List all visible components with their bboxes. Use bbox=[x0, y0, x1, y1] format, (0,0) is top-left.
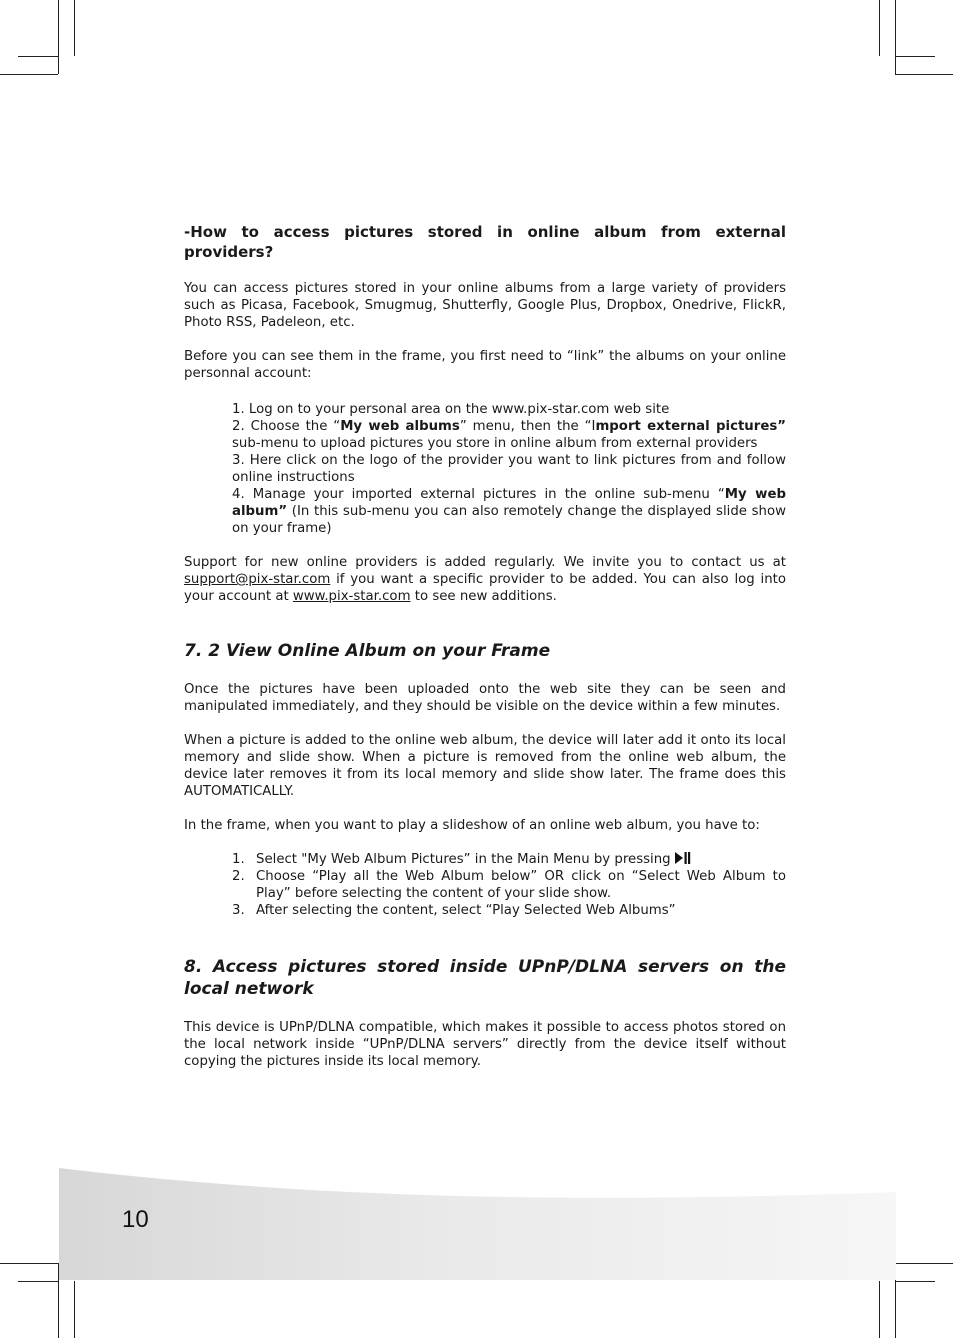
play-steps-list bbox=[232, 851, 786, 919]
support-email-link[interactable]: support@pix-star.com bbox=[184, 572, 331, 587]
list-item: 3. After selecting the content, select “Play Selected Web Albums” bbox=[232, 903, 676, 918]
paragraph-support: Support for new online providers is added regularly. We invite you to contact us at support@pix-star.com if you want a specific provider to be added. You can also log into your account at www.pix-star.com to see new additions. bbox=[184, 555, 786, 604]
link-steps-list bbox=[232, 401, 786, 537]
paragraph-uploaded: Once the pictures have been uploaded onto the web site they can be seen and manipulated immediately, and they should be visible on the device within a few minutes. bbox=[184, 682, 786, 714]
list-item: 2. Choose “Play all the Web Album below” OR click on “Select Web Album to Play” before selecting the content of your slide show. bbox=[232, 869, 786, 901]
paragraph-upnp: This device is UPnP/DLNA compatible, which makes it possible to access photos stored on the local network inside “UPnP/DLNA servers” directly from the device itself without copying the pictures inside its local memory. bbox=[184, 1020, 786, 1069]
paragraph-sync: When a picture is added to the online web album, the device will later add it onto its local memory and slide show. When a picture is removed from the online web album, the device later removes it from its local memory and slide show later. The frame does this AUTOMATICALLY. bbox=[184, 733, 786, 799]
list-item: 2. Choose the “My web albums” menu, then the “Import external pictures” sub-menu to upload pictures you store in online album from external providers bbox=[232, 419, 787, 451]
list-item: 1. Log on to your personal area on the www.pix-star.com web site bbox=[232, 402, 670, 417]
list-item: 1. Select "My Web Album Pictures” in the Main Menu by pressing bbox=[232, 851, 786, 868]
website-link[interactable]: www.pix-star.com bbox=[292, 589, 411, 604]
document-body bbox=[184, 222, 786, 1087]
list-item: 3. Here click on the logo of the provider you want to link pictures from and follow online instructions bbox=[232, 453, 786, 485]
paragraph-link-albums: Before you can see them in the frame, you first need to “link” the albums on your online personnal account: bbox=[184, 349, 786, 381]
page-number: 10 bbox=[122, 1206, 149, 1233]
section-heading-8: 8. Access pictures stored inside UPnP/DLNA servers on the local network bbox=[184, 957, 786, 999]
paragraph-play-intro: In the frame, when you want to play a slideshow of an online web album, you have to: bbox=[184, 818, 760, 833]
play-pause-icon bbox=[675, 852, 691, 864]
paragraph-providers: You can access pictures stored in your online albums from a large variety of providers such as Picasa, Facebook, Smugmug, Shutterfly, Google Plus, Dropbox, Onedrive, FlickR, Photo RSS, Padeleon, etc. bbox=[184, 281, 786, 330]
footer-band bbox=[59, 1168, 896, 1280]
list-item: 4. Manage your imported external pictures in the online sub-menu “My web album” (In this sub-menu you can also remotely change the displayed slide show on your frame) bbox=[232, 487, 786, 536]
question-heading: -How to access pictures stored in online album from external providers? bbox=[184, 223, 786, 261]
section-heading-7-2: 7. 2 View Online Album on your Frame bbox=[184, 641, 551, 661]
